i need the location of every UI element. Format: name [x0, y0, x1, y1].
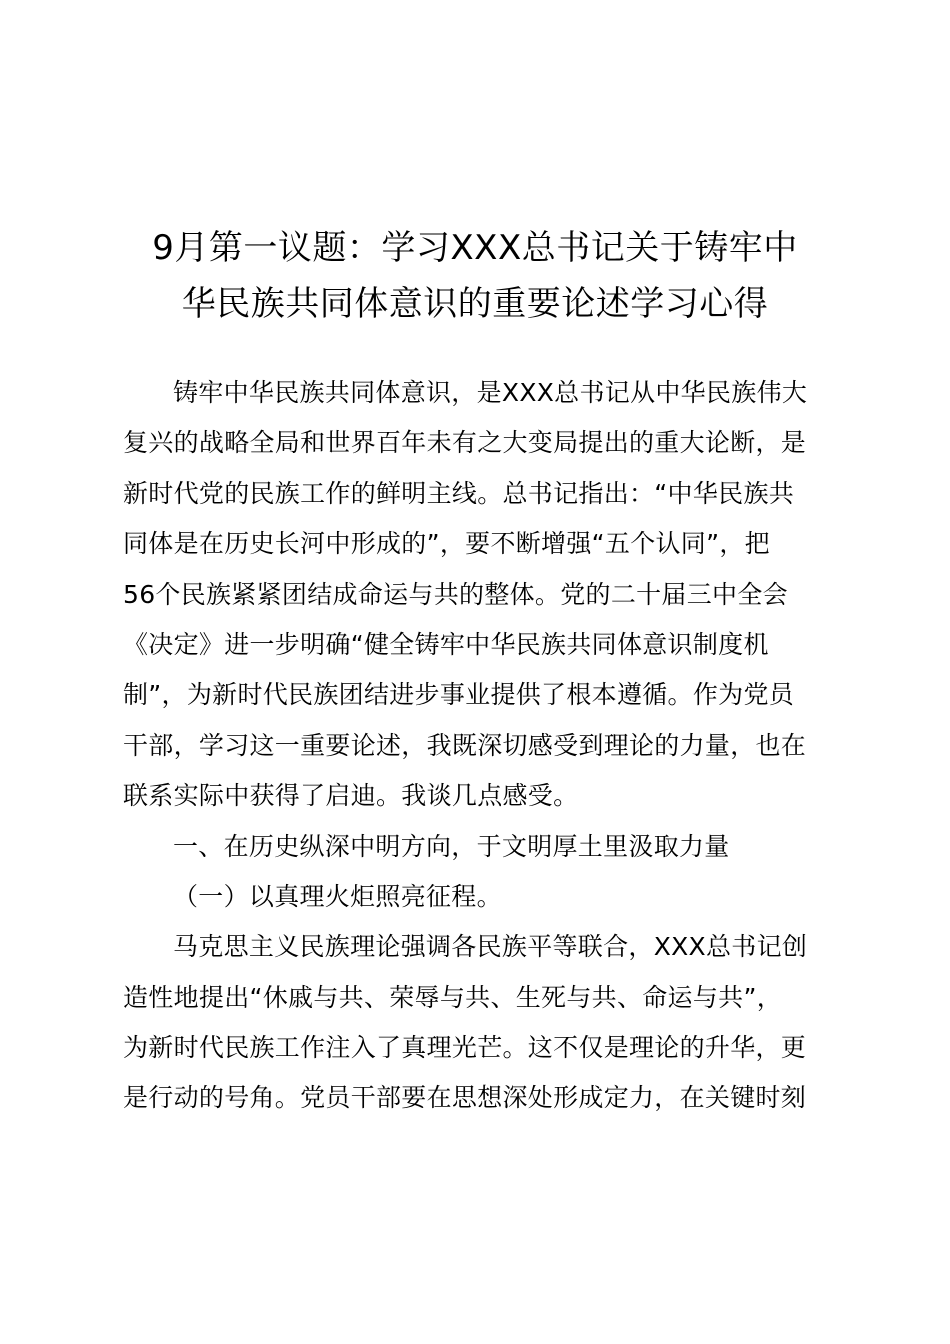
paragraph-line: 铸牢中华民族共同体意识，是XXX总书记从中华民族伟大 — [173, 378, 808, 407]
document-title — [120, 220, 830, 332]
paragraph-line: 联系实际中获得了启迪。我谈几点感受。 — [123, 781, 579, 811]
paragraph-line: 造性地提出“休戚与共、荣辱与共、生死与共、命运与共”， — [123, 982, 783, 1012]
paragraph-line: 制”，为新时代民族团结进步事业提供了根本遵循。作为党员 — [123, 680, 795, 710]
section-heading: 一、在历史纵深中明方向，于文明厚土里汲取力量 — [173, 831, 730, 861]
title-line: 华民族共同体意识的重要论述学习心得 — [181, 284, 769, 324]
paragraph-line: 56个民族紧紧团结成命运与共的整体。党的二十届三中全会 — [123, 579, 788, 609]
paragraph-line: 复兴的战略全局和世界百年未有之大变局提出的重大论断，是 — [123, 428, 807, 458]
document-body — [123, 368, 843, 1124]
title-line: 9月第一议题：学习XXX总书记关于铸牢中 — [152, 228, 798, 268]
paragraph-line: 为新时代民族工作注入了真理光芒。这不仅是理论的升华，更 — [123, 1033, 807, 1063]
paragraph-line: 是行动的号角。党员干部要在思想深处形成定力，在关键时刻 — [123, 1083, 807, 1113]
paragraph-line: 干部，学习这一重要论述，我既深切感受到理论的力量，也在 — [123, 730, 807, 760]
subsection-heading: （一）以真理火炬照亮征程。 — [173, 881, 502, 911]
paragraph-line: 同体是在历史长河中形成的”，要不断增强“五个认同”，把 — [123, 529, 770, 559]
paragraph-line: 《决定》进一步明确“健全铸牢中华民族共同体意识制度机 — [123, 629, 769, 659]
paragraph-line: 新时代党的民族工作的鲜明主线。总书记指出：“中华民族共 — [123, 478, 795, 508]
paragraph-line: 马克思主义民族理论强调各民族平等联合，XXX总书记创 — [173, 932, 808, 962]
